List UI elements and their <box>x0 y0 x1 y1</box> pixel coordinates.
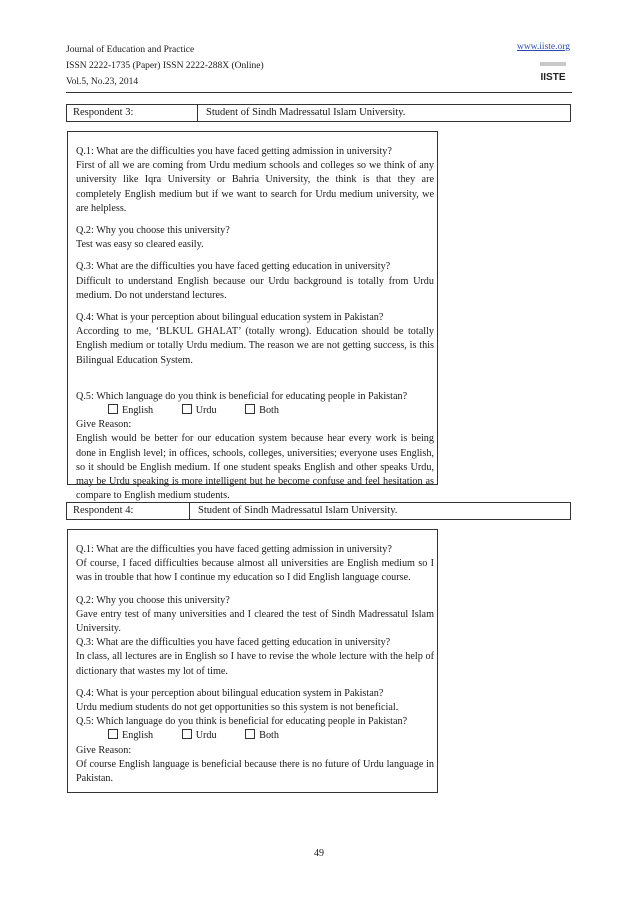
question-4: Q.4: What is your perception about bilingual education system in Pakistan? <box>76 687 384 699</box>
question-5: Q.5: Which language do you think is beneficial for educating people in Pakistan? <box>76 716 408 728</box>
question-3: Q.3: What are the difficulties you have faced getting education in university? <box>76 261 391 273</box>
question-5: Q.5: Which language do you think is beneficial for educating people in Pakistan? <box>76 390 408 402</box>
journal-header <box>66 42 264 90</box>
answer-2: Test was easy so cleared easily. <box>76 239 204 251</box>
header-divider <box>66 92 572 93</box>
journal-title: Journal of Education and Practice <box>66 45 195 55</box>
language-options <box>76 729 434 743</box>
give-reason-label: Give Reason: <box>76 744 132 756</box>
question-2: Q.2: Why you choose this university? <box>76 225 230 237</box>
answer-1: Of course, I faced difficulties because almost all universities are English medium so I was in trouble that how I continue my education so I did English language course. <box>76 558 434 584</box>
language-options <box>76 404 434 418</box>
answer-3: Difficult to understand English because our Urdu background is totally from Urdu medium. Do not understand lectures. <box>76 275 434 301</box>
page-number: 49 <box>314 848 324 859</box>
option-urdu[interactable]: Urdu <box>182 404 217 418</box>
respondent-4-description: Student of Sindh Madressatul Islam University. <box>198 505 398 516</box>
question-2: Q.2: Why you choose this university? <box>76 594 230 606</box>
option-english[interactable]: English <box>108 404 153 418</box>
journal-url-link[interactable]: www.iiste.org <box>516 42 570 52</box>
respondent-3-answers <box>67 131 438 502</box>
volume-line: Vol.5, No.23, 2014 <box>66 77 139 87</box>
checkbox-icon[interactable] <box>182 404 192 414</box>
option-english[interactable]: English <box>108 729 153 743</box>
option-both[interactable]: Both <box>245 729 279 743</box>
respondent-3-bar <box>66 104 571 122</box>
checkbox-icon[interactable] <box>108 404 118 414</box>
answer-2: Gave entry test of many universities and I cleared the test of Sindh Madressatul Islam University. <box>76 608 434 635</box>
question-1: Q.1: What are the difficulties you have faced getting admission in university? <box>76 544 392 555</box>
question-4: Q.4: What is your perception about bilingual education system in Pakistan? <box>76 312 384 324</box>
reason-text: English would be better for our education system because hear every work is being done in English level; in offices, schools, colleges, universities; everyone uses English, so it should be English medium. If one student speaks English and other speaks Urdu, may be Urdu speaking is more intelligent but he become confuse and feel hesitation as compare to English medium students. <box>76 433 434 502</box>
give-reason-label: Give Reason: <box>76 419 132 431</box>
respondent-3-label: Respondent 3: <box>67 105 198 121</box>
respondent-4-label: Respondent 4: <box>67 503 190 519</box>
checkbox-icon[interactable] <box>108 729 118 739</box>
answer-4: Urdu medium students do not get opportunities so this system is not beneficial. <box>76 702 399 714</box>
option-both[interactable]: Both <box>245 404 279 418</box>
option-urdu[interactable]: Urdu <box>182 729 217 743</box>
respondent-4-bar <box>66 502 571 520</box>
checkbox-icon[interactable] <box>245 404 255 414</box>
checkbox-icon[interactable] <box>182 729 192 739</box>
answer-1: First of all we are coming from Urdu medium schools and colleges so we think of any university like Iqra University or Bahria University, the think is that they are completely English medium but if we want to search for Urdu medium university, we are helpless. <box>76 160 434 214</box>
reason-text: Of course English language is beneficial because there is no future of Urdu language in Pakistan. <box>76 758 434 785</box>
svg-text:IISTE: IISTE <box>540 72 566 83</box>
iiste-logo <box>538 60 568 84</box>
question-3: Q.3: What are the difficulties you have faced getting education in university? <box>76 637 391 649</box>
respondent-4-answers <box>67 529 438 793</box>
question-1: Q.1: What are the difficulties you have faced getting admission in university? <box>76 146 392 157</box>
issn-line: ISSN 2222-1735 (Paper) ISSN 2222-288X (Online) <box>66 61 264 71</box>
answer-3: In class, all lectures are in English so I have to revise the whole lecture with the help of dictionary that wastes my lot of time. <box>76 651 434 677</box>
checkbox-icon[interactable] <box>245 729 255 739</box>
answer-4: According to me, ‘BLKUL GHALAT’ (totally wrong). Education should be totally English medium or totally Urdu medium. The reason we are not getting success, is this Bilingual Education System. <box>76 326 434 366</box>
respondent-3-description: Student of Sindh Madressatul Islam University. <box>206 107 406 118</box>
